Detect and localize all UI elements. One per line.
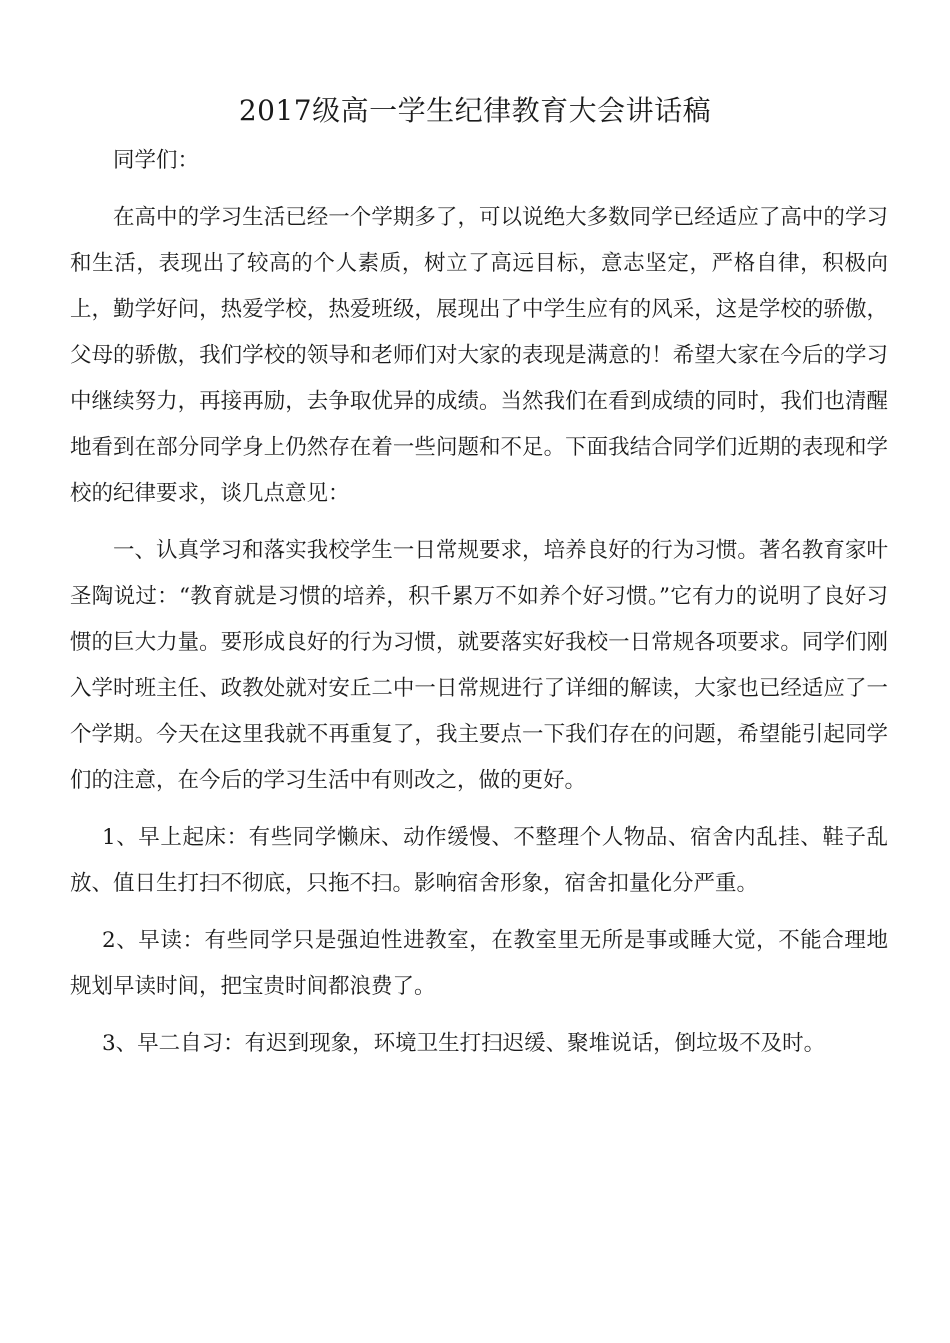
document-body xyxy=(70,138,888,1078)
list-item: 3、早二自习：有迟到现象，环境卫生打扫迟缓、聚堆说话，倒垃圾不及时。 xyxy=(102,1031,826,1056)
salutation: 同学们： xyxy=(113,148,200,173)
paragraph-section-one: 一、认真学习和落实我校学生一日常规要求，培养良好的行为习惯。著名教育家叶圣陶说过：“教育就是习惯的培养，积千累万不如养个好习惯。”它有力的说明了良好习惯的巨大力量。要形成良好的行为习惯，就要落实好我校一日常规各项要求。同学们刚入学时班主任、政教处就对安丘二中一日常规进行了详细的解读，大家也已经适应了一个学期。今天在这里我就不再重复了，我主要点一下我们存在的问题，希望能引起同学们的注意，在今后的学习生活中有则改之，做的更好。 xyxy=(70,538,888,793)
document-title: 2017级高一学生纪律教育大会讲话稿 xyxy=(238,94,712,127)
list-item: 1、早上起床：有些同学懒床、动作缓慢、不整理个人物品、宿舍内乱挂、鞋子乱放、值日生打扫不彻底，只拖不扫。影响宿舍形象，宿舍扣量化分严重。 xyxy=(70,825,888,896)
list-item: 2、早读：有些同学只是强迫性进教室，在教室里无所是事或睡大觉，不能合理地规划早读时间，把宝贵时间都浪费了。 xyxy=(70,928,888,999)
paragraph-intro: 在高中的学习生活已经一个学期多了，可以说绝大多数同学已经适应了高中的学习和生活，表现出了较高的个人素质，树立了高远目标，意志坚定，严格自律，积极向上，勤学好问，热爱学校，热爱班级，展现出了中学生应有的风采，这是学校的骄傲，父母的骄傲，我们学校的领导和老师们对大家的表现是满意的！希望大家在今后的学习中继续努力，再接再励，去争取优异的成绩。当然我们在看到成绩的同时，我们也清醒地看到在部分同学身上仍然存在着一些问题和不足。下面我结合同学们近期的表现和学校的纪律要求，谈几点意见： xyxy=(70,205,888,506)
